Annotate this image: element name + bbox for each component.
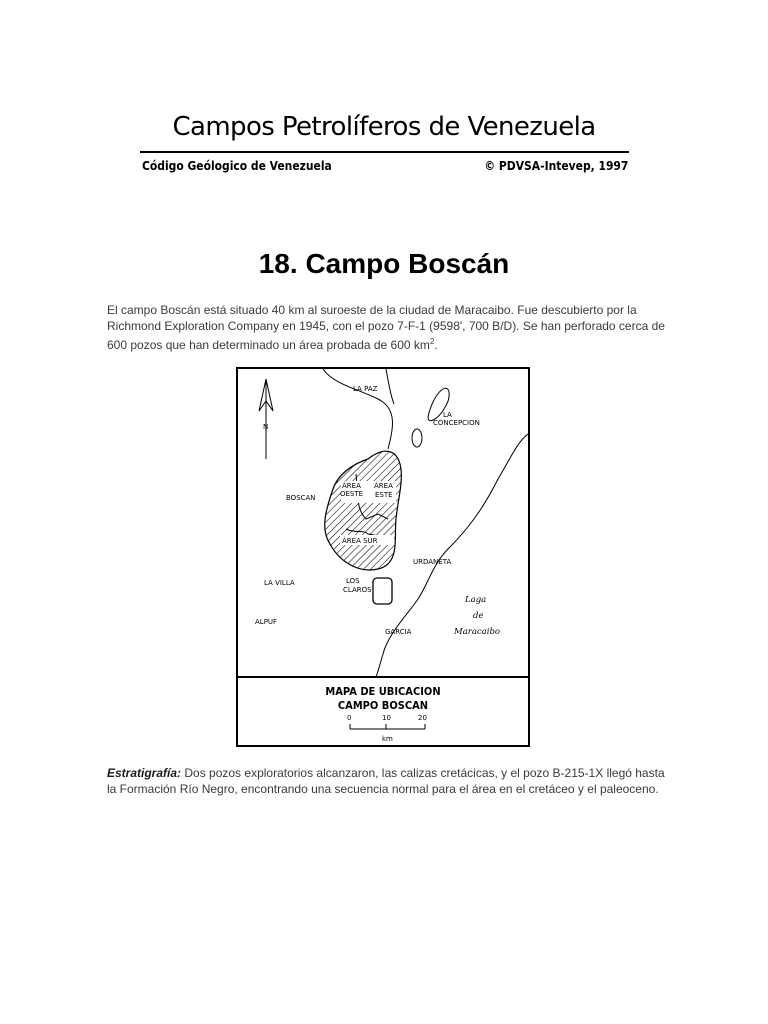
place-laga: Laga: [465, 595, 487, 605]
scale-tick-20: 20: [418, 714, 427, 722]
place-area-sur: ÁREA SUR: [342, 537, 378, 545]
location-map: [236, 367, 530, 747]
stratigraphy-text: Dos pozos exploratorios alcanzaron, las calizas cretácicas, y el pozo B-215-1X llegó hasta la Formación Río Negro, encontrando una secuencia normal para el área en el cretáceo y el paleoceno.: [107, 766, 665, 796]
header-divider: [140, 151, 629, 153]
map-drawing: [238, 369, 528, 677]
stratigraphy-label: Estratigrafía:: [107, 766, 182, 780]
superscript-two: 2: [429, 337, 435, 346]
header-copyright: © PDVSA-Intevep, 1997: [484, 158, 628, 173]
scale-tick-10: 10: [382, 714, 391, 722]
place-urdaneta: URDANETA: [413, 558, 452, 566]
place-boscan: BOSCAN: [286, 494, 316, 502]
map-caption-divider: [238, 676, 528, 678]
place-alpuf: ALPUF: [255, 618, 278, 626]
stratigraphy-paragraph: [107, 766, 672, 797]
place-maracaibo: Maracaibo: [454, 627, 501, 637]
section-title: 18. Campo Boscán: [258, 248, 510, 279]
place-concepcion: CONCEPCION: [433, 419, 480, 427]
scale-unit: km: [382, 735, 393, 743]
place-area-este-2: ESTE: [375, 491, 393, 499]
page-header-title: Campos Petrolíferos de Venezuela: [172, 112, 596, 142]
place-area-este-1: ÁREA: [374, 482, 393, 490]
map-caption-title: MAPA DE UBICACION: [325, 685, 441, 698]
place-area-oeste-2: OESTE: [340, 490, 364, 498]
scale-tick-0: 0: [347, 714, 352, 722]
place-garcia: GARCIA: [385, 628, 412, 636]
place-la-paz: LA PAZ: [353, 385, 378, 393]
header-source: Código Geólogico de Venezuela: [142, 158, 332, 173]
place-los: LOS: [346, 577, 360, 585]
north-label: N: [263, 423, 269, 431]
place-area-oeste-1: ÁREA: [342, 482, 361, 490]
place-la-villa: LA VILLA: [264, 579, 295, 587]
place-de: de: [473, 611, 484, 621]
scale-bar: [338, 713, 438, 747]
place-claros: CLAROS: [343, 586, 372, 594]
intro-paragraph: El campo Boscán está situado 40 km al suroeste de la ciudad de Maracaibo. Fue descubierto por la Richmond Exploration Company en 1945, con el pozo 7-F-1 (9598', 700 B/D). Se han perforado cerca de 600 pozos que han determinado un área probada de 600 $km^2$.: [107, 303, 665, 352]
north-arrow-icon: [259, 379, 273, 459]
place-la: LA: [443, 411, 452, 419]
map-caption-subtitle: CAMPO BOSCAN: [337, 699, 429, 712]
